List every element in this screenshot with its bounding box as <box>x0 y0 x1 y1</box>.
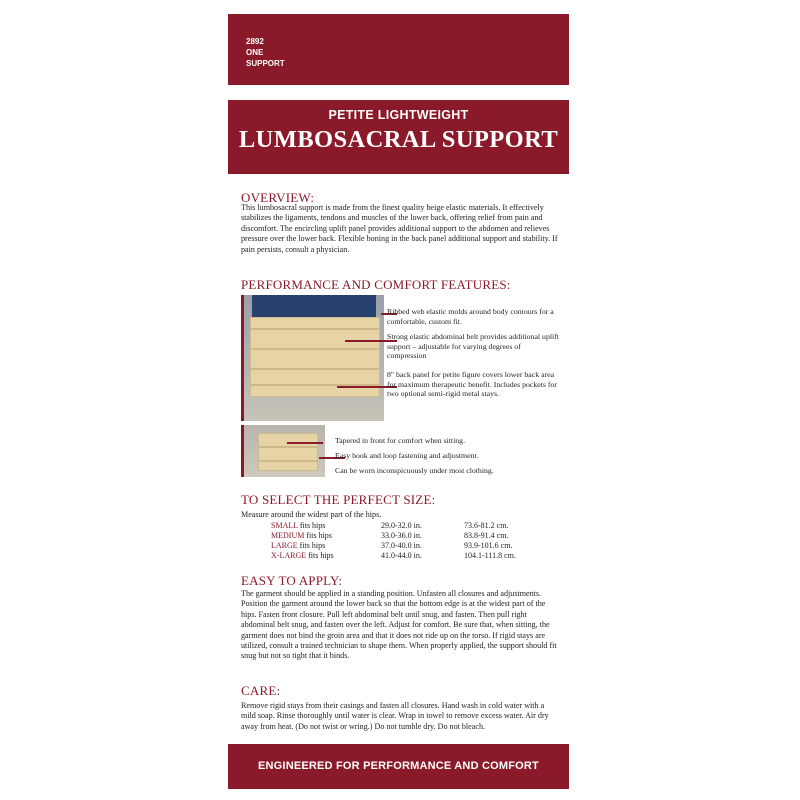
footer-tagline: ENGINEERED FOR PERFORMANCE AND COMFORT <box>228 744 569 789</box>
overview-heading: OVERVIEW: <box>241 190 315 205</box>
product-photo-side <box>241 425 325 477</box>
code-line-3: SUPPORT <box>246 59 285 68</box>
size-suffix: fits hips <box>304 531 332 540</box>
size-intro: Measure around the widest part of the hips. <box>241 510 382 519</box>
size-inches: 29.0-32.0 in. <box>381 521 422 530</box>
size-name: X-LARGE <box>271 551 307 560</box>
title-subheading: PETITE LIGHTWEIGHT <box>328 108 469 122</box>
code-number: 2892 <box>246 37 264 46</box>
top-band <box>228 14 569 85</box>
code-line-2: ONE <box>246 48 264 57</box>
size-heading: TO SELECT THE PERFECT SIZE: <box>241 492 436 507</box>
size-name: SMALL <box>271 521 298 530</box>
size-cm: 93.9-101.6 cm. <box>464 541 513 550</box>
product-sheet <box>228 14 569 789</box>
size-row <box>271 531 561 541</box>
feature-text: Can be worn inconspicuously under most clothing. <box>335 466 494 475</box>
size-row <box>271 541 561 551</box>
feature-text: Tapered in front for comfort when sitting. <box>335 436 466 445</box>
feature-text: 8" back panel for petite figure covers lower back area for maximum therapeutic benefit. Includes pockets for two optional semi-rigid metal stays. <box>387 370 557 399</box>
size-cm: 73.6-81.2 cm. <box>464 521 509 530</box>
callout-arrow <box>287 442 323 444</box>
size-suffix: fits hips <box>297 521 326 530</box>
product-photo-back <box>241 295 384 421</box>
feature-text: Strong elastic abdominal belt provides additional uplift support – adjustable for varying degrees of compression <box>387 332 559 361</box>
product-code <box>246 36 285 69</box>
apply-text: The garment should be applied in a standing position. Unfasten all closures and adjustments. Position the garment around the lower back so that the bottom edge is at the widest part of the hips. Fasten front closure. Pull left abdominal belt until snug, and fasten. Then pull right abdominal belt snug, and fasten over the left. Adjust for comfort. Be sure that, when sitting, the garment does not bind the groin area and that it does not ride up on the torso. If rigid stays are utilized, consult a trained technician to shape them. When properly applied, the support should fit snug but not so tight that it binds. <box>241 589 557 661</box>
size-cm: 83.8-91.4 cm. <box>464 531 509 540</box>
care-text: Remove rigid stays from their casings and fasten all closures. Hand wash in cold water with a mild soap. Rinse thoroughly until water is clear. Wrap in towel to remove excess water. Air dry away from heat. (Do not twist or wring.) Do not tumble dry. Do not bleach. <box>241 701 549 731</box>
size-name: LARGE <box>271 541 298 550</box>
size-suffix: fits hips <box>306 551 334 560</box>
apply-heading: EASY TO APPLY: <box>241 573 343 588</box>
size-inches: 37.0-40.0 in. <box>381 541 422 550</box>
title-band <box>228 100 569 174</box>
features-heading: PERFORMANCE AND COMFORT FEATURES: <box>241 277 511 292</box>
feature-text: Ribbed web elastic molds around body contours for a comfortable, custom fit. <box>387 307 554 326</box>
size-name: MEDIUM <box>271 531 305 540</box>
care-heading: CARE: <box>241 683 281 698</box>
size-suffix: fits hips <box>297 541 326 550</box>
size-cm: 104.1-111.8 cm. <box>464 551 516 560</box>
size-inches: 33.0-36.0 in. <box>381 531 422 540</box>
size-row <box>271 551 561 561</box>
size-row <box>271 521 561 531</box>
size-inches: 41.0-44.0 in. <box>381 551 422 560</box>
feature-text: Easy hook and loop fastening and adjustment. <box>335 451 479 460</box>
page-title: LUMBOSACRAL SUPPORT <box>238 126 559 153</box>
overview-text: This lumbosacral support is made from the finest quality beige elastic materials. It effectively stabilizes the ligaments, tendons and muscles of the lower back, offering relief from pain and discomfort. The encircling uplift panel provides additional support to the abdomen and relieves pressure over the lower back. Flexible boning in the back panel additional support and stability. If pain persists, consult a physician. <box>241 203 558 254</box>
